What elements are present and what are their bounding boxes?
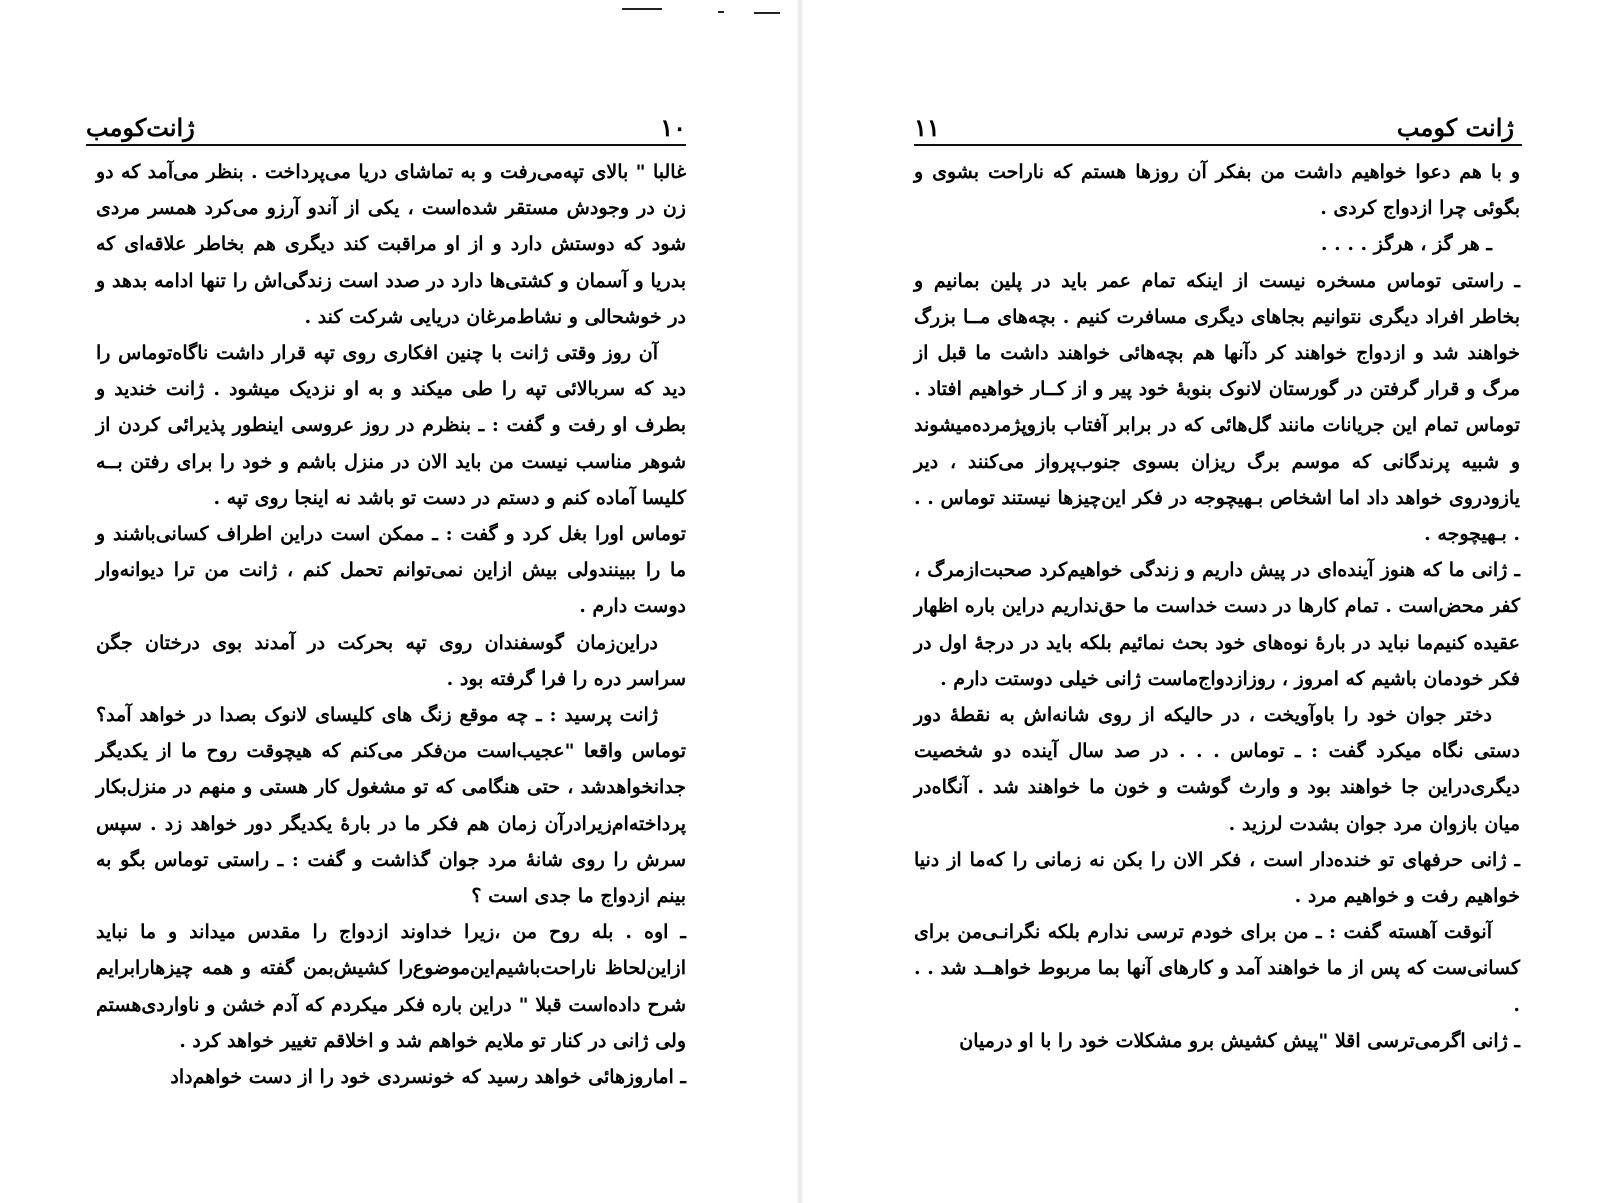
paragraph: ژانت پرسید : ـ چه موقع زنگ های کلیسای لانوک بصدا در خواهد آمد؟ توماس واقعا "عجیب‌است من‌فکر می‌کنم که هیچوقت روح ما از یکدیگر جدانخواهدشد ، حتی هنگامی که تو مشغول کار هستی و منهم در منزل‌بکار پرداخته‌ام‌زیرادرآن زمان هم فکر ما در بارهٔ یکدیگر دور خواهد زد . سپس سرش را روی شانهٔ مرد جوان گذاشت و گفت : ـ راستی توماس بگو به بینم ازدواج ما جدی است ؟ [96,704,686,908]
page-number: ۱۰ [660,113,686,142]
page-number: ۱۱ [914,113,940,142]
running-title: ژانت کومب [1396,113,1514,142]
header-rule [914,144,1522,146]
paragraph: ـ اوه . بله روح من ،زیرا خداوند ازدواج را مقدس میداند و ما نباید ازاین‌لحاظ ناراحت‌باشیم‌این‌موضوع‌را کشیش‌بمن گفته و همه چیزهارابرایم شرح داده‌است قبلا " دراین باره فکر میکردم که آدم خشن و ناواردی‌هستم ولی ژانی در کنار تو ملایم خواهم شد و اخلاقم تغییر خواهد کرد . [96,921,686,1052]
paragraph: ـ ژانی اگرمی‌ترسی اقلا "پیش کشیش برو مشکلات خود را با او درمیان [959,1029,1520,1052]
paragraph: توماس اورا بغل کرد و گفت : ـ ممکن است دراین اطراف کسانی‌باشند و ما را ببینندولی بیش ازاین نمی‌توانم تحمل کنم ، ژانت من ترا دیوانه‌وار دوست دارم . [96,523,686,618]
header-rule [86,144,686,146]
paragraph: ـ ژانی حرفهای تو خنده‌دار است ، فکر الان را بکن نه زمانی را که‌ما از دنیا خواهیم رفت و خواهیم مرد . [914,848,1520,908]
page-body [914,154,1520,1059]
book-gutter [796,0,804,1203]
paragraph: دراین‌زمان گوسفندان روی تپه بحرکت در آمدند بوی درختان جگن سراسر دره را فرا گرفته بود . [96,631,686,690]
paragraph: ـ راستی توماس مسخره نیست از اینکه تمام عمر باید در پلین بمانیم و بخاطر افراد دیگری نتوانیم بجاهای دیگری مسافرت کنیم . بچه‌های مــا بزرگ خواهند شد و ازدواج خواهند کر دآنها هم بچه‌هائی خواهند داشت ما قبل از مرگ و قرار گرفتن در گورستان لانوک بنوبهٔ خود پیر و از کــار خواهیم افتاد . توماس تمام این جریانات مانند گل‌هائی که در برابر آفتاب بازو‌پژمرده‌میشوند و شبیه پرندگانی که موسم برگ ریزان بسوی جنوب‌پرواز می‌کنند ، دیر یازودروی خواهد داد اما اشخاص بـهیچوجه در فکر این‌چیزها نیستند توماس . . . بـهیچوجه . [914,269,1520,546]
page-header [914,98,1514,142]
paragraph: و با هم دعوا خواهیم داشت من بفکر آن روزها هستم که ناراحت بشوی و بگوئی چرا ازدواج کردی . [914,161,1520,220]
right-page [804,0,1600,1203]
page-header [86,98,686,142]
paragraph: ـ اماروزهائی خواهد رسید که خونسردی خود را از دست خواهم‌داد [170,1066,686,1089]
running-title: ژانت‌کومب [86,113,195,142]
paragraph: غالبا " بالای تپه‌می‌رفت و به تماشای دریا می‌پرداخت . بنظر می‌آمد که دو زن در وجودش مستقر شده‌است ، یکی از آندو آرزو می‌کرد همسر مردی شود که دوستش دارد و از او مراقبت کند دیگری هم بخاطر علاقه‌ای که بدریا و آسمان و کشتی‌ها دارد در صدد است زندگی‌اش را تنها ادامه بدهد و در خوشحالی و نشاط‌مرغان دریایی شرکت کند . [96,161,686,328]
paragraph: ـ ژانی ما که هنوز آینده‌ای در پیش داریم و زندگی خواهیم‌کرد صحبت‌ازمرگ ، کفر محض‌است . تمام کارها در دست خداست ما حق‌نداریم دراین باره اظهار عقیده کنیم‌ما نباید در بارهٔ نوه‌های خود بحث نمائیم بلکه باید در درجهٔ اول در فکر خودمان باشیم که امروز ، روزازدواج‌ماست ژانی خیلی دوستت دارم . [914,559,1520,690]
paragraph: ـ هر گز ، هرگز . . . . [1320,233,1492,256]
paragraph: دختر جوان خود را باوآویخت ، در حالیکه از روی شانه‌اش به نقطهٔ دور دستی نگاه میکرد گفت : ـ توماس . . . در صد سال آینده دو شخصیت دیگری‌دراین جا خواهند بود و وارث گوشت و خون ما خواهند شد . آنگاه‌در میان بازوان مرد جوان بشدت لرزید . [914,704,1520,835]
left-page [0,0,796,1203]
paragraph: آنوقت آهسته گفت : ـ من برای خودم ترسی ندارم بلکه نگرانـی‌من برای کسانی‌ست که پس از ما خواهند آمد و کارهای آنها بما مربوط خواهــد شد . . . [914,921,1521,1016]
page-body [96,154,686,1095]
paragraph: آن روز وقتی ژانت با چنین افکاری روی تپه قرار داشت ناگاه‌توماس را دید که سربالائی تپه را طی میکند و به او نزدیک میشود . ژانت خندید و بطرف او رفت و گفت : ـ بنظرم در روز عروسی اینطور پذیرائی کردن از شوهر مناسب نیست من باید الان در منزل باشم و خود را برای رفتن بــه کلیسا آماده کنم و دستم در دست تو باشد نه اینجا روی تپه . [96,342,686,509]
